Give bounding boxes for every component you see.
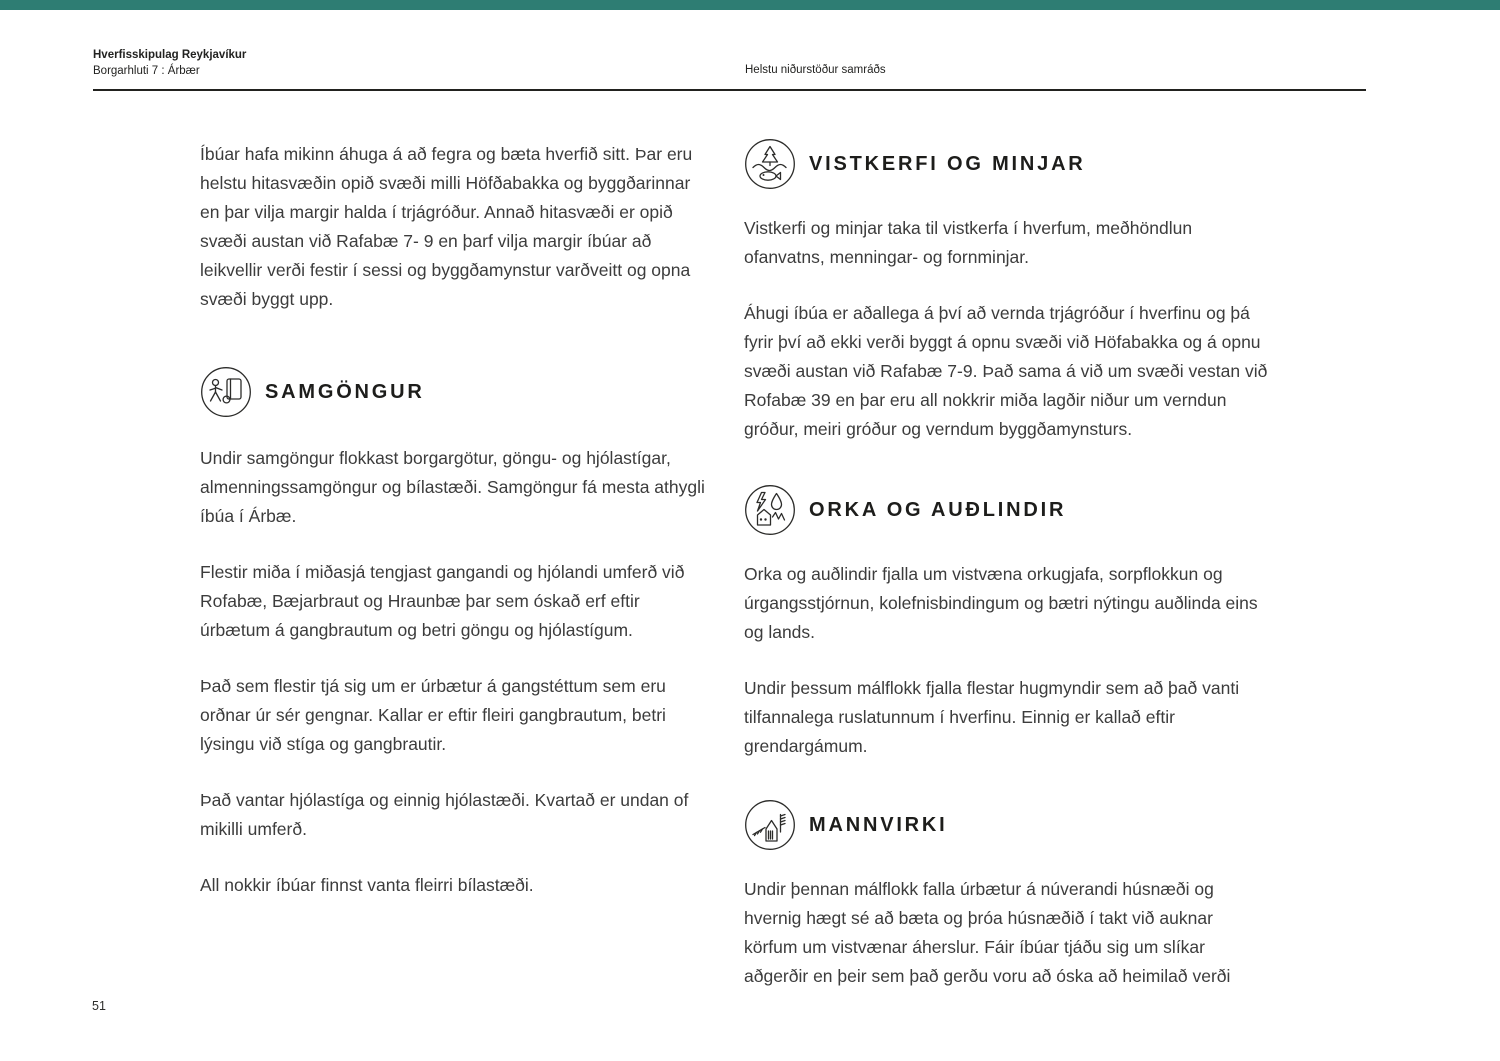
paragraph: Flestir miða í miðasjá tengjast gangandi og hjólandi umferð við Rofabæ, Bæjarbraut og Hraunbæ þar sem óskað erf eftir úrbætum á gangbrautum og betri göngu og hjólastígum. — [200, 562, 685, 640]
intro-paragraph: Íbúar hafa mikinn áhuga á að fegra og bæta hverfið sitt. Þar eru helstu hitasvæðin opið svæði milli Höfðabakka og byggðarinnar en þar vilja margir halda í trjágróður. Annað hitasvæði er opið svæði austan við Rafabæ 7- 9 en þarf vilja margir íbúar að leikvellir verði festir í sessi og byggðamynstur varðveitt og opna svæði byggt upp. — [200, 144, 693, 309]
header — [93, 48, 246, 79]
paragraph: Vistkerfi og minjar taka til vistkerfa í hverfum, meðhöndlun ofanvatns, menningar- og fornminjar. — [744, 218, 1193, 267]
energy-and-resources-icon — [744, 484, 796, 536]
section-orka — [744, 484, 1270, 536]
section-heading: ORKA OG AUÐLINDIR — [809, 498, 1067, 521]
paragraph: All nokkir íbúar finnst vanta fleirri bílastæði. — [200, 875, 534, 895]
section-heading: MANNVIRKI — [809, 813, 948, 836]
document-subtitle: Borgarhluti 7 : Árbær — [93, 64, 200, 77]
left-column — [200, 140, 714, 927]
header-divider — [93, 89, 1366, 91]
paragraph: Það sem flestir tjá sig um er úrbætur á gangstéttum sem eru orðnar úr sér gengnar. Kallar er eftir fleiri gangbrautum, betri lýsingu við stíga og gangbrautir. — [200, 676, 666, 754]
header-section-label: Helstu niðurstöður samráðs — [745, 64, 886, 76]
section-heading: SAMGÖNGUR — [265, 380, 425, 403]
section-mannvirki — [744, 799, 1270, 851]
section-heading: VISTKERFI OG MINJAR — [809, 152, 1086, 175]
house-construction-icon — [744, 799, 796, 851]
paragraph: Undir þessum málflokk fjalla flestar hugmyndir sem að það vanti tilfannalega ruslatunnum í hverfinu. Einnig er kallað eftir grendargámum. — [744, 678, 1240, 756]
top-accent-bar — [0, 0, 1500, 10]
bus-and-pedestrian-icon — [200, 366, 252, 418]
tree-and-fish-icon — [744, 138, 796, 190]
right-column — [744, 138, 1270, 1018]
section-samgongur — [200, 366, 714, 418]
paragraph: Orka og auðlindir fjalla um vistvæna orkugjafa, sorpflokkun og úrgangsstjórnun, kolefnisbindingum og bætri nýtingu auðlinda eins og lands. — [744, 564, 1258, 642]
section-vistkerfi — [744, 138, 1270, 190]
document-title: Hverfisskipulag Reykjavíkur — [93, 49, 247, 61]
page-number: 51 — [92, 999, 106, 1013]
paragraph: Það vantar hjólastíga og einnig hjólastæði. Kvartað er undan of mikilli umferð. — [200, 790, 689, 839]
paragraph: Undir þennan málflokk falla úrbætur á núverandi húsnæði og hvernig hægt sé að bæta og þróa húsnæðið í takt við auknar körfum um vistvænar áherslur. Fáir íbúar tjáðu sig um slíkar aðgerðir en þeir sem það gerðu voru að óska að heimilað verði — [744, 879, 1231, 986]
paragraph: Undir samgöngur flokkast borgargötur, göngu- og hjólastígar, almenningssamgöngur og bílastæði. Samgöngur fá mesta athygli íbúa í Árbæ. — [200, 448, 705, 526]
paragraph: Áhugi íbúa er aðallega á því að vernda trjágróður í hverfinu og þá fyrir því að ekki verði byggt á opnu svæði við Höfabakka og á opnu svæði austan við Rafabæ 7-9. Það sama á við um svæði vestan við Rofabæ 39 en þar eru all nokkrir miða lagðir niður um verndun gróður, meiri gróður og verndum byggðamynsturs. — [744, 303, 1268, 439]
